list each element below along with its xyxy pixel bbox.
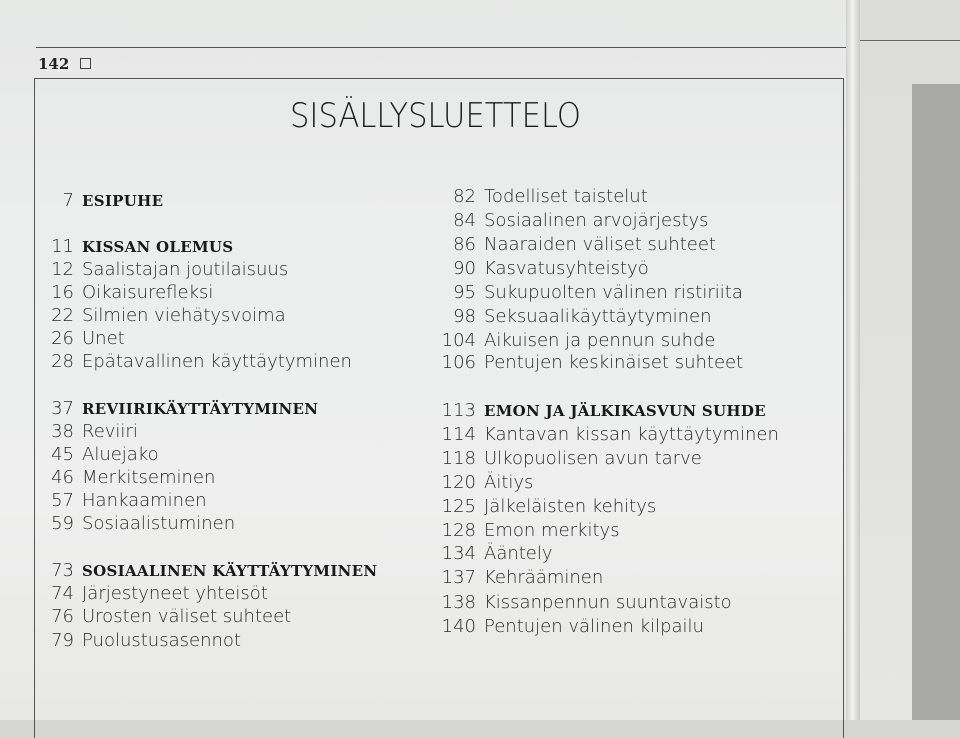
toc-page-number: 7 [62, 190, 74, 211]
toc-entry [432, 424, 779, 446]
toc-entry [432, 258, 649, 280]
toc-entry-label: Merkitseminen [82, 467, 216, 488]
toc-entry [432, 210, 709, 232]
toc-entry [432, 520, 620, 542]
toc-section-heading [46, 560, 377, 582]
toc-entry [432, 352, 743, 374]
toc-entry-label: Jälkeläisten kehitys [484, 496, 657, 517]
toc-entry-label: Kasvatusyhteistyö [484, 258, 649, 279]
toc-entry [432, 282, 743, 304]
toc-page-number: 104 [441, 330, 476, 351]
toc-entry [432, 330, 715, 352]
toc-entry [432, 472, 533, 494]
toc-entry [46, 490, 207, 512]
toc-entry-label: Kissanpennun suuntavaisto [484, 592, 732, 613]
toc-page-number: 22 [51, 305, 74, 326]
toc-entry [432, 616, 704, 638]
toc-page-number: 128 [441, 520, 476, 541]
toc-heading-label: ESIPUHE [82, 192, 164, 210]
toc-entry-label: Aluejako [82, 444, 159, 465]
toc-page-number: 37 [51, 398, 74, 419]
toc-page-number: 57 [51, 490, 74, 511]
page-title: SISÄLLYSLUETTELO [290, 96, 582, 136]
toc-page-number: 95 [453, 282, 476, 303]
toc-page-number: 82 [453, 186, 476, 207]
toc-entry-label: Sosiaalistuminen [82, 513, 236, 534]
toc-entry [432, 448, 702, 470]
square-icon [80, 58, 91, 69]
toc-entry-label: Unet [82, 328, 125, 349]
toc-entry [432, 543, 553, 565]
toc-section-heading [46, 190, 163, 212]
toc-entry-label: Kantavan kissan käyttäytyminen [484, 424, 779, 445]
toc-section-heading [46, 398, 318, 420]
toc-page-number: 114 [441, 424, 476, 445]
toc-entry-label: Oikaisurefleksi [82, 282, 214, 303]
toc-entry [46, 606, 291, 628]
toc-page-number: 46 [51, 467, 74, 488]
header-rule [36, 47, 846, 48]
toc-entry [432, 592, 732, 614]
toc-entry-label: Sosiaalinen arvojärjestys [484, 210, 709, 231]
toc-page-number: 125 [441, 496, 476, 517]
toc-entry [432, 186, 648, 208]
toc-entry-label: Pentujen keskinäiset suhteet [484, 352, 744, 373]
toc-entry [46, 630, 241, 652]
toc-page-number: 86 [453, 234, 476, 255]
facing-page-rule [860, 40, 960, 41]
toc-entry-label: Saalistajan joutilaisuus [82, 259, 289, 280]
toc-entry-label: Todelliset taistelut [484, 186, 648, 207]
toc-page-number: 106 [441, 352, 476, 373]
toc-entry [432, 234, 716, 256]
toc-page-number: 120 [441, 472, 476, 493]
toc-entry [46, 421, 138, 443]
toc-page-number: 28 [51, 351, 74, 372]
toc-entry [46, 305, 286, 327]
toc-entry-label: Puolustusasennot [82, 630, 241, 651]
toc-entry-label: Kehrääminen [484, 567, 604, 588]
toc-entry-label: Äitiys [484, 472, 534, 493]
toc-page-number: 45 [51, 444, 74, 465]
toc-page-number: 79 [51, 630, 74, 651]
toc-entry [46, 282, 213, 304]
toc-page-number: 134 [441, 543, 476, 564]
toc-entry-label: Emon merkitys [484, 520, 620, 541]
toc-page-number: 113 [441, 400, 476, 421]
toc-entry-label: Seksuaalikäyttäytyminen [484, 306, 712, 327]
toc-entry-label: Sukupuolten välinen ristiriita [484, 282, 743, 303]
toc-page-number: 138 [441, 592, 476, 613]
toc-page-number: 118 [441, 448, 476, 469]
toc-entry [46, 328, 125, 350]
toc-entry-label: Järjestyneet yhteisöt [82, 583, 268, 604]
toc-entry-label: Epätavallinen käyttäytyminen [82, 351, 352, 372]
toc-page-number: 90 [453, 258, 476, 279]
toc-entry-label: Reviiri [82, 421, 138, 442]
toc-heading-label: EMON JA JÄLKIKASVUN SUHDE [484, 402, 766, 420]
toc-entry-label: Urosten väliset suhteet [82, 606, 292, 627]
toc-entry-label: Hankaaminen [82, 490, 207, 511]
toc-page-number: 11 [51, 236, 74, 257]
toc-entry [432, 306, 712, 328]
toc-entry-label: Aikuisen ja pennun suhde [484, 330, 716, 351]
toc-entry [46, 444, 159, 466]
toc-page-number: 84 [453, 210, 476, 231]
toc-entry-label: Ääntely [484, 543, 553, 564]
toc-entry-label: Silmien viehätysvoima [82, 305, 286, 326]
toc-entry [46, 513, 235, 535]
toc-heading-label: KISSAN OLEMUS [82, 238, 234, 256]
toc-page-number: 140 [441, 616, 476, 637]
toc-heading-label: REVIIRIKÄYTTÄYTYMINEN [82, 400, 319, 418]
toc-entry-label: Ulkopuolisen avun tarve [484, 448, 702, 469]
toc-entry [46, 351, 352, 373]
page-binding-edge [846, 0, 860, 720]
toc-page-number: 59 [51, 513, 74, 534]
toc-page-number: 73 [51, 560, 74, 581]
toc-section-heading [432, 400, 766, 422]
toc-page-number: 76 [51, 606, 74, 627]
facing-page-photo-edge [912, 84, 960, 720]
toc-page-number: 137 [441, 567, 476, 588]
toc-entry [46, 467, 215, 489]
toc-section-heading [46, 236, 233, 258]
toc-page-number: 38 [51, 421, 74, 442]
toc-page-number: 12 [51, 259, 74, 280]
toc-entry [46, 259, 288, 281]
toc-heading-label: SOSIAALINEN KÄYTTÄYTYMINEN [82, 562, 378, 580]
page-number: 142 [38, 55, 70, 73]
toc-entry [432, 567, 603, 589]
toc-page-number: 16 [51, 282, 74, 303]
toc-page-number: 74 [51, 583, 74, 604]
toc-entry [432, 496, 656, 518]
toc-page-number: 26 [51, 328, 74, 349]
toc-entry-label: Naaraiden väliset suhteet [484, 234, 716, 255]
toc-entry-label: Pentujen välinen kilpailu [484, 616, 704, 637]
toc-entry [46, 583, 268, 605]
toc-page-number: 98 [453, 306, 476, 327]
